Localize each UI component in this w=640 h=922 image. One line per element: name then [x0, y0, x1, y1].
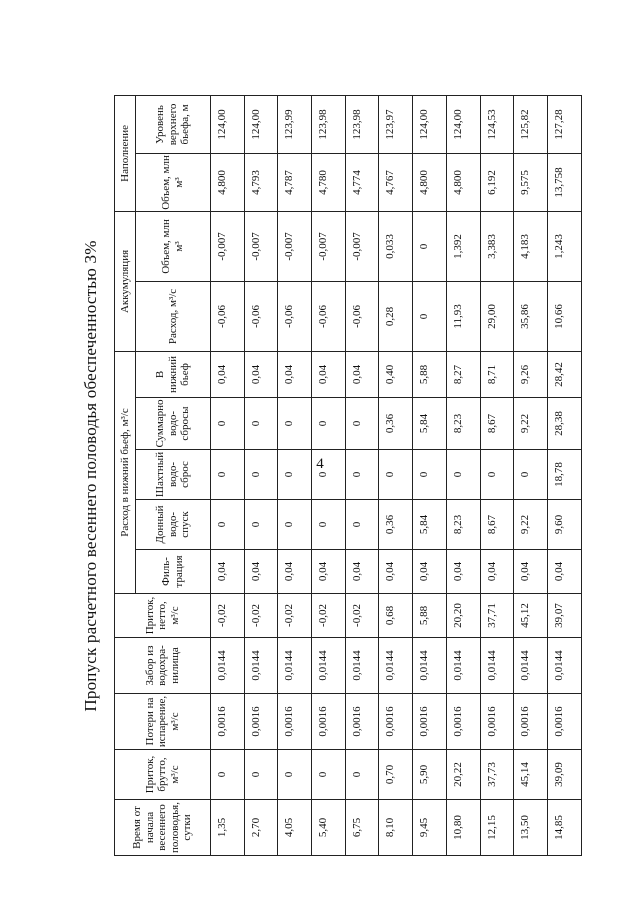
cell-inflow-gross: 0 — [244, 750, 278, 800]
header-upstream-level: Уровень верхнего бьефа, м — [136, 95, 211, 153]
cell-filtration: 0,04 — [480, 550, 514, 594]
cell-fill-volume: 4,767 — [379, 153, 413, 211]
header-filling-group: Наполнение — [115, 95, 136, 211]
cell-fill-volume: 4,780 — [312, 153, 346, 211]
cell-upstream-level: 124,00 — [211, 95, 245, 153]
cell-to-downstream: 0,04 — [244, 351, 278, 397]
cell-shaft-spillway: 0 — [446, 450, 480, 500]
table-canvas — [114, 96, 614, 856]
cell-acc-flow: 0,28 — [379, 281, 413, 351]
cell-total-spillway: 0 — [278, 398, 312, 450]
cell-upstream-level: 124,00 — [413, 95, 447, 153]
header-to-downstream: В нижний бьеф — [136, 351, 211, 397]
cell-fill-volume: 4,774 — [345, 153, 379, 211]
table-row — [345, 95, 379, 855]
cell-time: 6,75 — [345, 800, 379, 856]
cell-upstream-level: 124,00 — [446, 95, 480, 153]
cell-shaft-spillway: 0 — [379, 450, 413, 500]
cell-to-downstream: 0,40 — [379, 351, 413, 397]
cell-acc-flow: -0,06 — [345, 281, 379, 351]
header-evaporation: Потери на испарение, м³/с — [115, 694, 211, 750]
cell-bottom-outlet: 0 — [345, 500, 379, 550]
cell-fill-volume: 4,793 — [244, 153, 278, 211]
cell-upstream-level: 124,53 — [480, 95, 514, 153]
cell-withdrawal: 0,0144 — [514, 638, 548, 694]
cell-inflow-gross: 0 — [278, 750, 312, 800]
table-row — [446, 95, 480, 855]
header-shaft-spillway: Шахтный водо-сброс — [136, 450, 211, 500]
cell-withdrawal: 0,0144 — [244, 638, 278, 694]
cell-inflow-gross: 39,09 — [547, 750, 581, 800]
cell-total-spillway: 5,84 — [413, 398, 447, 450]
cell-total-spillway: 0,36 — [379, 398, 413, 450]
cell-evaporation: 0,0016 — [413, 694, 447, 750]
cell-inflow-gross: 0 — [211, 750, 245, 800]
cell-acc-flow: 10,66 — [547, 281, 581, 351]
cell-fill-volume: 4,800 — [446, 153, 480, 211]
cell-filtration: 0,04 — [547, 550, 581, 594]
cell-acc-volume: 3,383 — [480, 211, 514, 281]
cell-acc-volume: 0,033 — [379, 211, 413, 281]
header-withdrawal: Забор из водохра-нилища — [115, 638, 211, 694]
header-inflow-gross: Приток, брутто, м³/с — [115, 750, 211, 800]
cell-withdrawal: 0,0144 — [278, 638, 312, 694]
cell-shaft-spillway: 0 — [312, 450, 346, 500]
cell-fill-volume: 4,787 — [278, 153, 312, 211]
cell-withdrawal: 0,0144 — [211, 638, 245, 694]
header-total-spillway: Суммарно водо-сбросы — [136, 398, 211, 450]
cell-upstream-level: 125,82 — [514, 95, 548, 153]
cell-total-spillway: 9,22 — [514, 398, 548, 450]
header-filtration: Филь-трация — [136, 550, 211, 594]
cell-fill-volume: 9,575 — [514, 153, 548, 211]
cell-bottom-outlet: 0,36 — [379, 500, 413, 550]
cell-bottom-outlet: 0 — [211, 500, 245, 550]
page-number: 4 — [316, 456, 324, 472]
cell-filtration: 0,04 — [278, 550, 312, 594]
header-inflow-net: Приток, нетто, м³/с — [115, 594, 211, 638]
cell-evaporation: 0,0016 — [547, 694, 581, 750]
cell-total-spillway: 0 — [345, 398, 379, 450]
cell-time: 13,50 — [514, 800, 548, 856]
cell-evaporation: 0,0016 — [278, 694, 312, 750]
cell-acc-volume: -0,007 — [211, 211, 245, 281]
cell-filtration: 0,04 — [446, 550, 480, 594]
cell-evaporation: 0,0016 — [446, 694, 480, 750]
cell-to-downstream: 9,26 — [514, 351, 548, 397]
cell-total-spillway: 8,67 — [480, 398, 514, 450]
cell-filtration: 0,04 — [345, 550, 379, 594]
cell-withdrawal: 0,0144 — [480, 638, 514, 694]
cell-time: 9,45 — [413, 800, 447, 856]
cell-time: 14,85 — [547, 800, 581, 856]
cell-acc-volume: 1,392 — [446, 211, 480, 281]
cell-to-downstream: 8,71 — [480, 351, 514, 397]
cell-acc-volume: 0 — [413, 211, 447, 281]
cell-total-spillway: 8,23 — [446, 398, 480, 450]
cell-time: 2,70 — [244, 800, 278, 856]
cell-acc-volume: 4,183 — [514, 211, 548, 281]
cell-upstream-level: 123,98 — [312, 95, 346, 153]
table-row — [514, 95, 548, 855]
cell-acc-flow: 0 — [413, 281, 447, 351]
cell-acc-flow: -0,06 — [278, 281, 312, 351]
cell-withdrawal: 0,0144 — [312, 638, 346, 694]
cell-upstream-level: 124,00 — [244, 95, 278, 153]
cell-withdrawal: 0,0144 — [345, 638, 379, 694]
cell-bottom-outlet: 5,84 — [413, 500, 447, 550]
cell-shaft-spillway: 18,78 — [547, 450, 581, 500]
header-bottom-outlet: Донный водо-спуск — [136, 500, 211, 550]
cell-to-downstream: 8,27 — [446, 351, 480, 397]
cell-filtration: 0,04 — [211, 550, 245, 594]
cell-to-downstream: 0,04 — [345, 351, 379, 397]
cell-shaft-spillway: 0 — [278, 450, 312, 500]
cell-total-spillway: 28,38 — [547, 398, 581, 450]
cell-inflow-gross: 37,73 — [480, 750, 514, 800]
cell-shaft-spillway: 0 — [211, 450, 245, 500]
cell-inflow-net: 45,12 — [514, 594, 548, 638]
table-row — [480, 95, 514, 855]
cell-shaft-spillway: 0 — [345, 450, 379, 500]
cell-acc-flow: 29,00 — [480, 281, 514, 351]
cell-bottom-outlet: 0 — [244, 500, 278, 550]
cell-time: 8,10 — [379, 800, 413, 856]
cell-total-spillway: 0 — [244, 398, 278, 450]
table-row — [278, 95, 312, 855]
cell-acc-flow: -0,06 — [312, 281, 346, 351]
cell-shaft-spillway: 0 — [413, 450, 447, 500]
cell-to-downstream: 0,04 — [312, 351, 346, 397]
table-row — [547, 95, 581, 855]
cell-time: 4,05 — [278, 800, 312, 856]
table-row — [379, 95, 413, 855]
cell-inflow-gross: 0,70 — [379, 750, 413, 800]
cell-acc-flow: 35,86 — [514, 281, 548, 351]
cell-acc-volume: -0,007 — [278, 211, 312, 281]
cell-filtration: 0,04 — [244, 550, 278, 594]
cell-fill-volume: 4,800 — [413, 153, 447, 211]
cell-inflow-net: -0,02 — [244, 594, 278, 638]
cell-acc-flow: -0,06 — [244, 281, 278, 351]
header-acc-flow: Расход, м³/с — [136, 281, 211, 351]
cell-evaporation: 0,0016 — [379, 694, 413, 750]
cell-inflow-net: 20,20 — [446, 594, 480, 638]
cell-acc-flow: -0,06 — [211, 281, 245, 351]
cell-filtration: 0,04 — [379, 550, 413, 594]
cell-bottom-outlet: 8,67 — [480, 500, 514, 550]
rotated-page-content — [76, 96, 636, 856]
cell-time: 5,40 — [312, 800, 346, 856]
cell-evaporation: 0,0016 — [514, 694, 548, 750]
cell-acc-volume: 1,243 — [547, 211, 581, 281]
cell-inflow-gross: 20,22 — [446, 750, 480, 800]
header-discharge-group: Расход в нижний бьеф, м³/с — [115, 351, 136, 593]
cell-evaporation: 0,0016 — [244, 694, 278, 750]
cell-inflow-net: -0,02 — [345, 594, 379, 638]
header-accumulation-group: Аккумуляция — [115, 211, 136, 351]
cell-inflow-gross: 0 — [345, 750, 379, 800]
cell-time: 1,35 — [211, 800, 245, 856]
header-fill-volume: Объем, млн м³ — [136, 153, 211, 211]
cell-to-downstream: 0,04 — [278, 351, 312, 397]
cell-bottom-outlet: 0 — [312, 500, 346, 550]
cell-filtration: 0,04 — [514, 550, 548, 594]
cell-withdrawal: 0,0144 — [547, 638, 581, 694]
cell-upstream-level: 123,99 — [278, 95, 312, 153]
cell-inflow-net: 39,07 — [547, 594, 581, 638]
table-row — [312, 95, 346, 855]
cell-inflow-net: -0,02 — [211, 594, 245, 638]
cell-to-downstream: 5,88 — [413, 351, 447, 397]
cell-fill-volume: 13,758 — [547, 153, 581, 211]
cell-time: 10,80 — [446, 800, 480, 856]
cell-acc-flow: 11,93 — [446, 281, 480, 351]
cell-acc-volume: -0,007 — [312, 211, 346, 281]
cell-upstream-level: 123,97 — [379, 95, 413, 153]
cell-withdrawal: 0,0144 — [379, 638, 413, 694]
cell-inflow-gross: 5,90 — [413, 750, 447, 800]
cell-inflow-net: 37,71 — [480, 594, 514, 638]
cell-acc-volume: -0,007 — [345, 211, 379, 281]
cell-bottom-outlet: 9,60 — [547, 500, 581, 550]
cell-inflow-net: -0,02 — [278, 594, 312, 638]
header-time: Время от начала весеннего половодья, сутки — [115, 800, 211, 856]
cell-to-downstream: 28,42 — [547, 351, 581, 397]
table-row — [244, 95, 278, 855]
cell-inflow-net: -0,02 — [312, 594, 346, 638]
table-row — [413, 95, 447, 855]
cell-bottom-outlet: 8,23 — [446, 500, 480, 550]
cell-shaft-spillway: 0 — [480, 450, 514, 500]
cell-evaporation: 0,0016 — [480, 694, 514, 750]
cell-to-downstream: 0,04 — [211, 351, 245, 397]
cell-total-spillway: 0 — [312, 398, 346, 450]
cell-inflow-net: 5,88 — [413, 594, 447, 638]
cell-shaft-spillway: 0 — [244, 450, 278, 500]
cell-evaporation: 0,0016 — [211, 694, 245, 750]
cell-fill-volume: 4,800 — [211, 153, 245, 211]
table-body — [211, 95, 582, 855]
cell-inflow-gross: 45,14 — [514, 750, 548, 800]
cell-inflow-gross: 0 — [312, 750, 346, 800]
cell-inflow-net: 0,68 — [379, 594, 413, 638]
header-acc-volume: Объем, млн м³ — [136, 211, 211, 281]
cell-filtration: 0,04 — [312, 550, 346, 594]
flood-routing-table — [114, 95, 582, 856]
cell-withdrawal: 0,0144 — [413, 638, 447, 694]
document-title: Пропуск расчетного весеннего половодья обеспеченностью 3% — [81, 240, 100, 712]
cell-acc-volume: -0,007 — [244, 211, 278, 281]
cell-fill-volume: 6,192 — [480, 153, 514, 211]
cell-bottom-outlet: 0 — [278, 500, 312, 550]
cell-evaporation: 0,0016 — [345, 694, 379, 750]
table-row — [211, 95, 245, 855]
cell-withdrawal: 0,0144 — [446, 638, 480, 694]
cell-total-spillway: 0 — [211, 398, 245, 450]
cell-upstream-level: 127,28 — [547, 95, 581, 153]
cell-upstream-level: 123,98 — [345, 95, 379, 153]
cell-evaporation: 0,0016 — [312, 694, 346, 750]
cell-shaft-spillway: 0 — [514, 450, 548, 500]
cell-filtration: 0,04 — [413, 550, 447, 594]
cell-time: 12,15 — [480, 800, 514, 856]
cell-bottom-outlet: 9,22 — [514, 500, 548, 550]
